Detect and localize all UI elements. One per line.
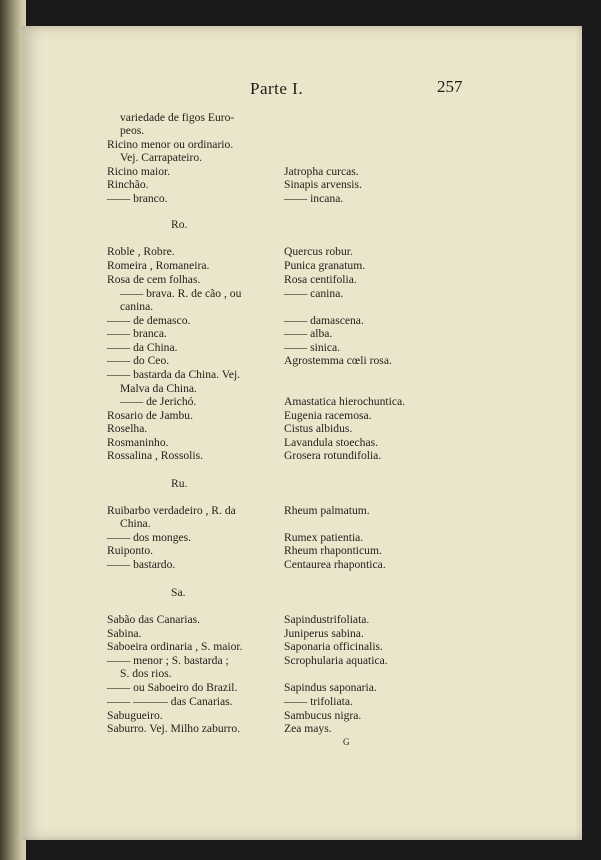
left-entry-line: Vej. Carrapateiro. [120,151,203,164]
section-heading: Ru. [171,477,188,490]
left-entry-line: variedade de figos Euro- [120,111,235,124]
left-entry-line: Rinchão. [107,178,149,191]
right-entry-line: Grosera rotundifolia. [284,449,382,462]
right-entry-line: Rosa centifolia. [284,273,357,286]
page-number: 257 [437,77,463,96]
right-entry-line: Cistus albidus. [284,422,353,435]
left-entry-line: peos. [120,124,145,137]
right-entry-line: Punica granatum. [284,259,366,272]
right-entry-line: Quercus robur. [284,245,353,258]
right-entry-line: Saponaria officinalis. [284,640,383,653]
left-entry-line: —— branca. [107,327,167,340]
left-entry-line: —— brava. R. de cão , ou [120,287,242,300]
right-entry-line: Sapindustrifoliata. [284,613,370,626]
right-entry-line: Rumex patientia. [284,531,364,544]
left-entry-line: Rosa de cem folhas. [107,273,201,286]
page-header-title: Parte I. [250,79,304,98]
left-entry-line: Ruiponto. [107,544,154,557]
left-entry-line: Rosario de Jambu. [107,409,193,422]
left-entry-line: Sabina. [107,627,142,640]
left-entry-line: —— da China. [107,341,178,354]
right-entry-line: Jatropha curcas. [284,165,359,178]
right-entry-line: Sambucus nigra. [284,709,362,722]
left-entry-line: —— bastardo. [107,558,176,571]
right-entry-line: Scrophularia aquatica. [284,654,388,667]
left-entry-line: Romeira , Romaneira. [107,259,210,272]
left-entry-line: Saburro. Vej. Milho zaburro. [107,722,241,735]
right-entry-line: Lavandula stoechas. [284,436,379,449]
right-entry-line: —— trifoliata. [284,695,353,708]
left-entry-line: —— de Jerichó. [120,395,197,408]
right-entry-line: —— sinica. [284,341,341,354]
signature-mark: G [343,737,350,747]
right-entry-line: Agrostemma cœli rosa. [284,354,392,367]
right-entry-line: Zea mays. [284,722,332,735]
left-entry-line: Roble , Robre. [107,245,175,258]
right-entry-line: —— incana. [284,192,344,205]
left-entry-line: —— branco. [107,192,168,205]
left-entry-line: Rossalina , Rossolis. [107,449,203,462]
left-entry-line: —— dos monges. [107,531,192,544]
left-entry-line: —— menor ; S. bastarda ; [107,654,229,667]
left-entry-line: canina. [120,300,154,313]
right-entry-line: —— damascena. [284,314,364,327]
left-entry-line: S. dos rios. [120,667,172,680]
left-entry-line: —— ou Saboeiro do Brazil. [107,681,238,694]
right-entry-line: Rheum palmatum. [284,504,370,517]
left-entry-line: Sabão das Canarias. [107,613,201,626]
left-entry-line: Ricino menor ou ordinario. [107,138,234,151]
left-entry-line: —— de demasco. [107,314,191,327]
right-entry-line: Rheum rhaponticum. [284,544,382,557]
left-entry-line: —— do Ceo. [107,354,170,367]
left-entry-line: Malva da China. [120,382,197,395]
right-entry-line: —— alba. [284,327,333,340]
left-entry-line: China. [120,517,151,530]
left-entry-line: Roselha. [107,422,148,435]
left-entry-line: —— bastarda da China. Vej. [107,368,241,381]
right-entry-line: Centaurea rhapontica. [284,558,386,571]
right-entry-line: Amastatica hierochuntica. [284,395,406,408]
left-entry-line: Ruibarbo verdadeiro , R. da [107,504,236,517]
right-entry-line: Eugenia racemosa. [284,409,372,422]
right-entry-line: —— canina. [284,287,344,300]
right-entry-line: Sinapis arvensis. [284,178,362,191]
left-entry-line: Ricino maior. [107,165,171,178]
right-entry-line: Sapindus saponaria. [284,681,377,694]
right-entry-line: Juniperus sabina. [284,627,364,640]
left-entry-line: Saboeira ordinaria , S. maior. [107,640,243,653]
left-entry-line: Rosmaninho. [107,436,169,449]
left-entry-line: Sabugueiro. [107,709,163,722]
left-entry-line: —— ——— das Canarias. [107,695,233,708]
section-heading: Sa. [171,586,186,599]
section-heading: Ro. [171,218,188,231]
